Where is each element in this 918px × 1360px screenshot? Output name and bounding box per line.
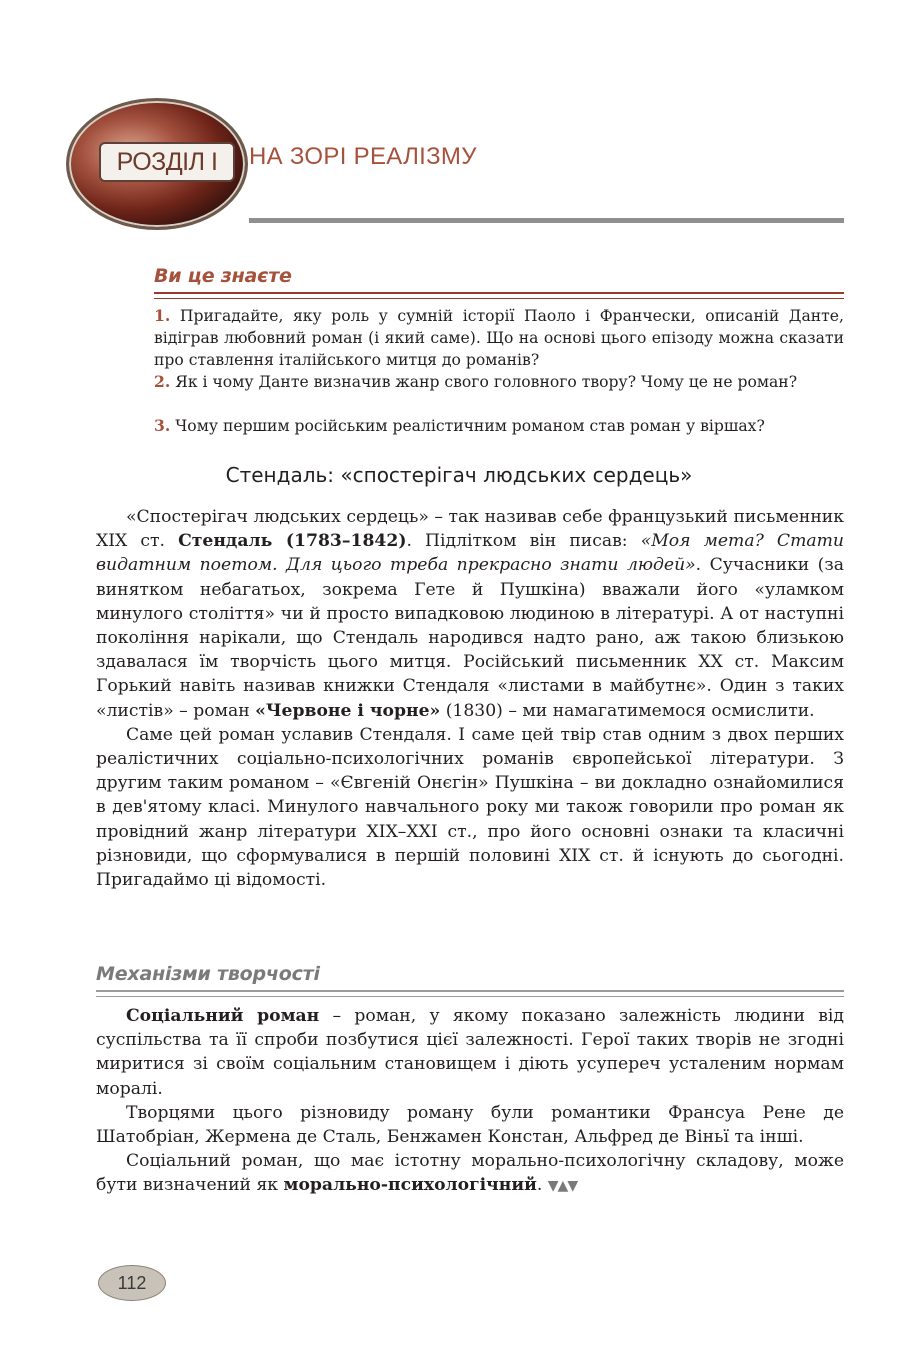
- header-rule: [249, 218, 844, 223]
- mechanisms-body: [96, 1004, 844, 1199]
- question-2: [154, 371, 844, 393]
- paragraph: Творцями цього різновиду роману були романтики Франсуа Рене де Шатобріан, Жермена де Сталь, Бенжамен Констан, Альфред де Віньї та інші.: [96, 1102, 844, 1148]
- question-3: [154, 415, 844, 437]
- section-title: Стендаль: «спостерігач людських сердець»: [225, 463, 693, 487]
- you-know-rule: [154, 292, 844, 299]
- question-number: 2.: [154, 372, 171, 391]
- question-text: Чому першим російським реалістичним романом став роман у віршах?: [175, 417, 765, 435]
- paragraph: Саме цей роман уславив Стендаля. І саме цей твір став одним з двох перших реалістичних соціально-психологічних романів європейської літератури. З другим таким романом – «Євгеній Онєгін» Пушкіна – ви докладно ознайомилися в дев'ятому класі. Минулого навчального року ми також говорили про роман як провідний жанр літератури XIX–XXI ст., про його основні ознаки та класичні різновиди, що сформувалися в першій половині XIX ст. й існують до сьогодні. Пригадаймо ці відомості.: [96, 724, 844, 891]
- you-know-heading: Ви це знаєте: [154, 265, 292, 287]
- paragraph: Соціальний роман, що має істотну морально-психологічну складову, може бути визначений як морально-психологічний. ▼▲▼: [96, 1151, 844, 1196]
- chapter-title: НА ЗОРІ РЕАЛІЗМУ: [249, 143, 477, 170]
- paragraph: «Спостерігач людських сердець» – так називав себе французький письменник XIX ст. Стендаль (1783–1842). Підлітком він писав: «Моя мета? Стати видатним поетом. Для цього треба прекрасно знати людей». Сучасники (за винятком небагатьох, зокрема Гете й Пушкіна) вважали його «уламком минулого століття» чи й просто випадковою людиною в літературі. А от наступні покоління нарікали, що Стендаль народився надто рано, аж такою близькою здавалася їм творчість цього митця. Російський письменник XX ст. Максим Горький навіть називав книжки Стендаля «листами в майбутнє». Один з таких «листів» – роман «Червоне і чорне» (1830) – ми намагатимемося осмислити.: [96, 507, 844, 721]
- question-text: Пригадайте, яку роль у сумній історії Паоло і Франчески, описаній Данте, відіграв любовний роман (і який саме). Що на основі цього епізоду можна сказати про ставлення італійського митця до романів?: [154, 307, 844, 369]
- question-number: 3.: [154, 416, 171, 435]
- paragraph: Соціальний роман – роман, у якому показано залежність людини від суспільства та її спроби позбутися цієї залежності. Герої таких творів не згодні миритися зі своїм соціальним становищем і діють усупереч усталеним нормам моралі.: [96, 1006, 844, 1099]
- question-number: 1.: [154, 306, 171, 325]
- page-number: 112: [98, 1265, 166, 1301]
- chapter-label: РОЗДІЛ І: [99, 142, 235, 182]
- section-body: [96, 505, 844, 892]
- mechanisms-heading: Механізми творчості: [96, 963, 320, 985]
- end-mark-icon: ▼▲▼: [547, 1178, 578, 1195]
- question-1: [154, 305, 844, 371]
- question-text: Як і чому Данте визначив жанр свого головного твору? Чому це не роман?: [175, 373, 798, 391]
- mechanisms-rule: [96, 990, 844, 997]
